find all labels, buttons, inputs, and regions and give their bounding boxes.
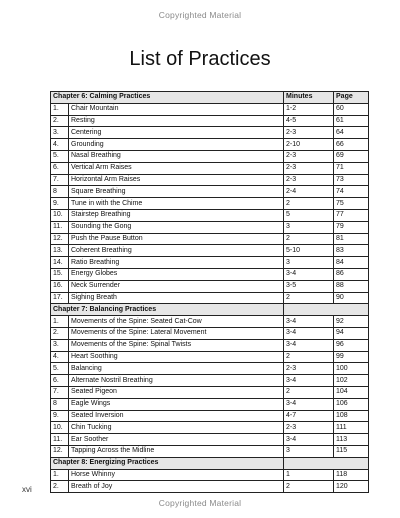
- chapter-header-row: [51, 304, 369, 316]
- table-row: [51, 481, 369, 493]
- practice-minutes: 2: [284, 351, 334, 363]
- practice-name: Coherent Breathing: [69, 245, 284, 257]
- practice-number: 2.: [51, 327, 69, 339]
- practice-number: 13.: [51, 245, 69, 257]
- practice-number: 11.: [51, 221, 69, 233]
- table-row: [51, 363, 369, 375]
- table-row: [51, 127, 369, 139]
- practice-minutes: 5: [284, 209, 334, 221]
- practice-number: 4.: [51, 139, 69, 151]
- table-row: [51, 316, 369, 328]
- practice-name: Breath of Joy: [69, 481, 284, 493]
- practice-number: 8: [51, 186, 69, 198]
- practice-minutes: 5-10: [284, 245, 334, 257]
- table-row: [51, 257, 369, 269]
- chapter-header-row: [51, 457, 369, 469]
- practice-minutes: 2-3: [284, 174, 334, 186]
- practice-page: 88: [334, 280, 369, 292]
- practice-page: 81: [334, 233, 369, 245]
- empty-header-cell: [284, 304, 369, 316]
- practice-page: 92: [334, 316, 369, 328]
- practice-page: 102: [334, 375, 369, 387]
- practice-number: 1.: [51, 103, 69, 115]
- practice-number: 14.: [51, 257, 69, 269]
- table-row: [51, 150, 369, 162]
- table-row: [51, 375, 369, 387]
- table-row: [51, 398, 369, 410]
- practice-page: 83: [334, 245, 369, 257]
- practice-minutes: 3-4: [284, 327, 334, 339]
- practice-page: 86: [334, 268, 369, 280]
- table-row: [51, 209, 369, 221]
- practice-minutes: 2-10: [284, 139, 334, 151]
- practice-minutes: 2: [284, 481, 334, 493]
- practice-number: 9.: [51, 410, 69, 422]
- practice-number: 10.: [51, 209, 69, 221]
- table-row: [51, 162, 369, 174]
- practice-minutes: 1-2: [284, 103, 334, 115]
- practice-minutes: 3: [284, 257, 334, 269]
- practice-minutes: 4-7: [284, 410, 334, 422]
- practice-minutes: 2-3: [284, 363, 334, 375]
- practice-name: Seated Inversion: [69, 410, 284, 422]
- chapter-title: Chapter 8: Energizing Practices: [51, 457, 284, 469]
- copyright-notice-bottom: Copyrighted Material: [158, 498, 242, 508]
- table-row: [51, 469, 369, 481]
- practice-name: Push the Pause Button: [69, 233, 284, 245]
- minutes-column-header: Minutes: [284, 92, 334, 104]
- chapter-title: Chapter 6: Calming Practices: [51, 92, 284, 104]
- practice-name: Nasal Breathing: [69, 150, 284, 162]
- practice-minutes: 1: [284, 469, 334, 481]
- practice-name: Horizontal Arm Raises: [69, 174, 284, 186]
- practice-name: Ratio Breathing: [69, 257, 284, 269]
- chapter-header-row: [51, 92, 369, 104]
- practice-page: 61: [334, 115, 369, 127]
- practice-minutes: 3-4: [284, 434, 334, 446]
- practice-name: Resting: [69, 115, 284, 127]
- table-row: [51, 233, 369, 245]
- practice-page: 71: [334, 162, 369, 174]
- practice-number: 2.: [51, 481, 69, 493]
- practice-page: 99: [334, 351, 369, 363]
- practice-name: Movements of the Spine: Lateral Movement: [69, 327, 284, 339]
- practice-number: 8: [51, 398, 69, 410]
- page-number: xvi: [22, 485, 32, 494]
- practice-number: 5.: [51, 363, 69, 375]
- practice-page: 77: [334, 209, 369, 221]
- practice-page: 120: [334, 481, 369, 493]
- practice-minutes: 3-4: [284, 398, 334, 410]
- practice-name: Seated Pigeon: [69, 386, 284, 398]
- practice-name: Tapping Across the Midline: [69, 445, 284, 457]
- practice-number: 5.: [51, 150, 69, 162]
- practice-minutes: 3-4: [284, 268, 334, 280]
- table-row: [51, 339, 369, 351]
- table-row: [51, 445, 369, 457]
- practice-minutes: 3: [284, 445, 334, 457]
- practice-page: 74: [334, 186, 369, 198]
- practice-name: Vertical Arm Raises: [69, 162, 284, 174]
- practice-number: 9.: [51, 198, 69, 210]
- practice-page: 94: [334, 327, 369, 339]
- practice-name: Alternate Nostril Breathing: [69, 375, 284, 387]
- practice-page: 113: [334, 434, 369, 446]
- table-row: [51, 280, 369, 292]
- practice-minutes: 3: [284, 221, 334, 233]
- practice-page: 79: [334, 221, 369, 233]
- practice-page: 100: [334, 363, 369, 375]
- practice-number: 17.: [51, 292, 69, 304]
- practice-page: 73: [334, 174, 369, 186]
- practice-minutes: 3-4: [284, 339, 334, 351]
- practice-page: 96: [334, 339, 369, 351]
- practice-name: Movements of the Spine: Seated Cat-Cow: [69, 316, 284, 328]
- practice-minutes: 2-3: [284, 127, 334, 139]
- practice-page: 111: [334, 422, 369, 434]
- practice-minutes: 2: [284, 198, 334, 210]
- practice-name: Stairstep Breathing: [69, 209, 284, 221]
- practice-minutes: 4-5: [284, 115, 334, 127]
- chapter-title: Chapter 7: Balancing Practices: [51, 304, 284, 316]
- practice-minutes: 3-4: [284, 316, 334, 328]
- practice-number: 6.: [51, 375, 69, 387]
- practice-minutes: 2: [284, 386, 334, 398]
- practice-number: 7.: [51, 174, 69, 186]
- table-row: [51, 221, 369, 233]
- practice-page: 64: [334, 127, 369, 139]
- table-row: [51, 292, 369, 304]
- practice-name: Heart Soothing: [69, 351, 284, 363]
- practice-number: 4.: [51, 351, 69, 363]
- table-row: [51, 139, 369, 151]
- practice-name: Centering: [69, 127, 284, 139]
- practice-number: 16.: [51, 280, 69, 292]
- practice-name: Balancing: [69, 363, 284, 375]
- practice-number: 11.: [51, 434, 69, 446]
- practice-page: 60: [334, 103, 369, 115]
- table-row: [51, 186, 369, 198]
- empty-header-cell: [284, 457, 369, 469]
- practice-name: Chin Tucking: [69, 422, 284, 434]
- table-row: [51, 386, 369, 398]
- table-row: [51, 351, 369, 363]
- practice-minutes: 2-3: [284, 150, 334, 162]
- practice-minutes: 2-3: [284, 422, 334, 434]
- table-row: [51, 174, 369, 186]
- practice-name: Neck Surrender: [69, 280, 284, 292]
- practice-page: 75: [334, 198, 369, 210]
- page-title: List of Practices: [129, 48, 271, 70]
- practice-page: 104: [334, 386, 369, 398]
- practice-minutes: 2: [284, 292, 334, 304]
- practice-number: 12.: [51, 445, 69, 457]
- practice-number: 10.: [51, 422, 69, 434]
- practice-name: Tune in with the Chime: [69, 198, 284, 210]
- practice-name: Eagle Wings: [69, 398, 284, 410]
- practice-name: Movements of the Spine: Spinal Twists: [69, 339, 284, 351]
- practice-page: 115: [334, 445, 369, 457]
- practice-number: 6.: [51, 162, 69, 174]
- practice-page: 69: [334, 150, 369, 162]
- practice-page: 106: [334, 398, 369, 410]
- practice-number: 15.: [51, 268, 69, 280]
- table-row: [51, 245, 369, 257]
- practice-minutes: 3-5: [284, 280, 334, 292]
- practice-page: 108: [334, 410, 369, 422]
- practice-number: 1.: [51, 316, 69, 328]
- practice-number: 12.: [51, 233, 69, 245]
- copyright-notice-top: Copyrighted Material: [158, 10, 242, 20]
- practice-page: 90: [334, 292, 369, 304]
- practice-number: 1.: [51, 469, 69, 481]
- table-row: [51, 198, 369, 210]
- practice-minutes: 2-4: [284, 186, 334, 198]
- table-row: [51, 434, 369, 446]
- practice-name: Horse Whinny: [69, 469, 284, 481]
- practice-name: Sounding the Gong: [69, 221, 284, 233]
- table-row: [51, 268, 369, 280]
- practice-name: Chair Mountain: [69, 103, 284, 115]
- practice-page: 66: [334, 139, 369, 151]
- table-row: [51, 327, 369, 339]
- practice-minutes: 3-4: [284, 375, 334, 387]
- practice-name: Grounding: [69, 139, 284, 151]
- practice-number: 3.: [51, 339, 69, 351]
- practice-minutes: 2: [284, 233, 334, 245]
- practice-name: Sighing Breath: [69, 292, 284, 304]
- practice-name: Square Breathing: [69, 186, 284, 198]
- practice-number: 2.: [51, 115, 69, 127]
- practices-table: [50, 91, 369, 493]
- practice-name: Ear Soother: [69, 434, 284, 446]
- practice-number: 7.: [51, 386, 69, 398]
- table-row: [51, 410, 369, 422]
- table-row: [51, 115, 369, 127]
- practice-minutes: 2-3: [284, 162, 334, 174]
- table-row: [51, 422, 369, 434]
- practice-number: 3.: [51, 127, 69, 139]
- table-row: [51, 103, 369, 115]
- page-column-header: Page: [334, 92, 369, 104]
- practice-page: 118: [334, 469, 369, 481]
- practice-page: 84: [334, 257, 369, 269]
- practice-name: Energy Globes: [69, 268, 284, 280]
